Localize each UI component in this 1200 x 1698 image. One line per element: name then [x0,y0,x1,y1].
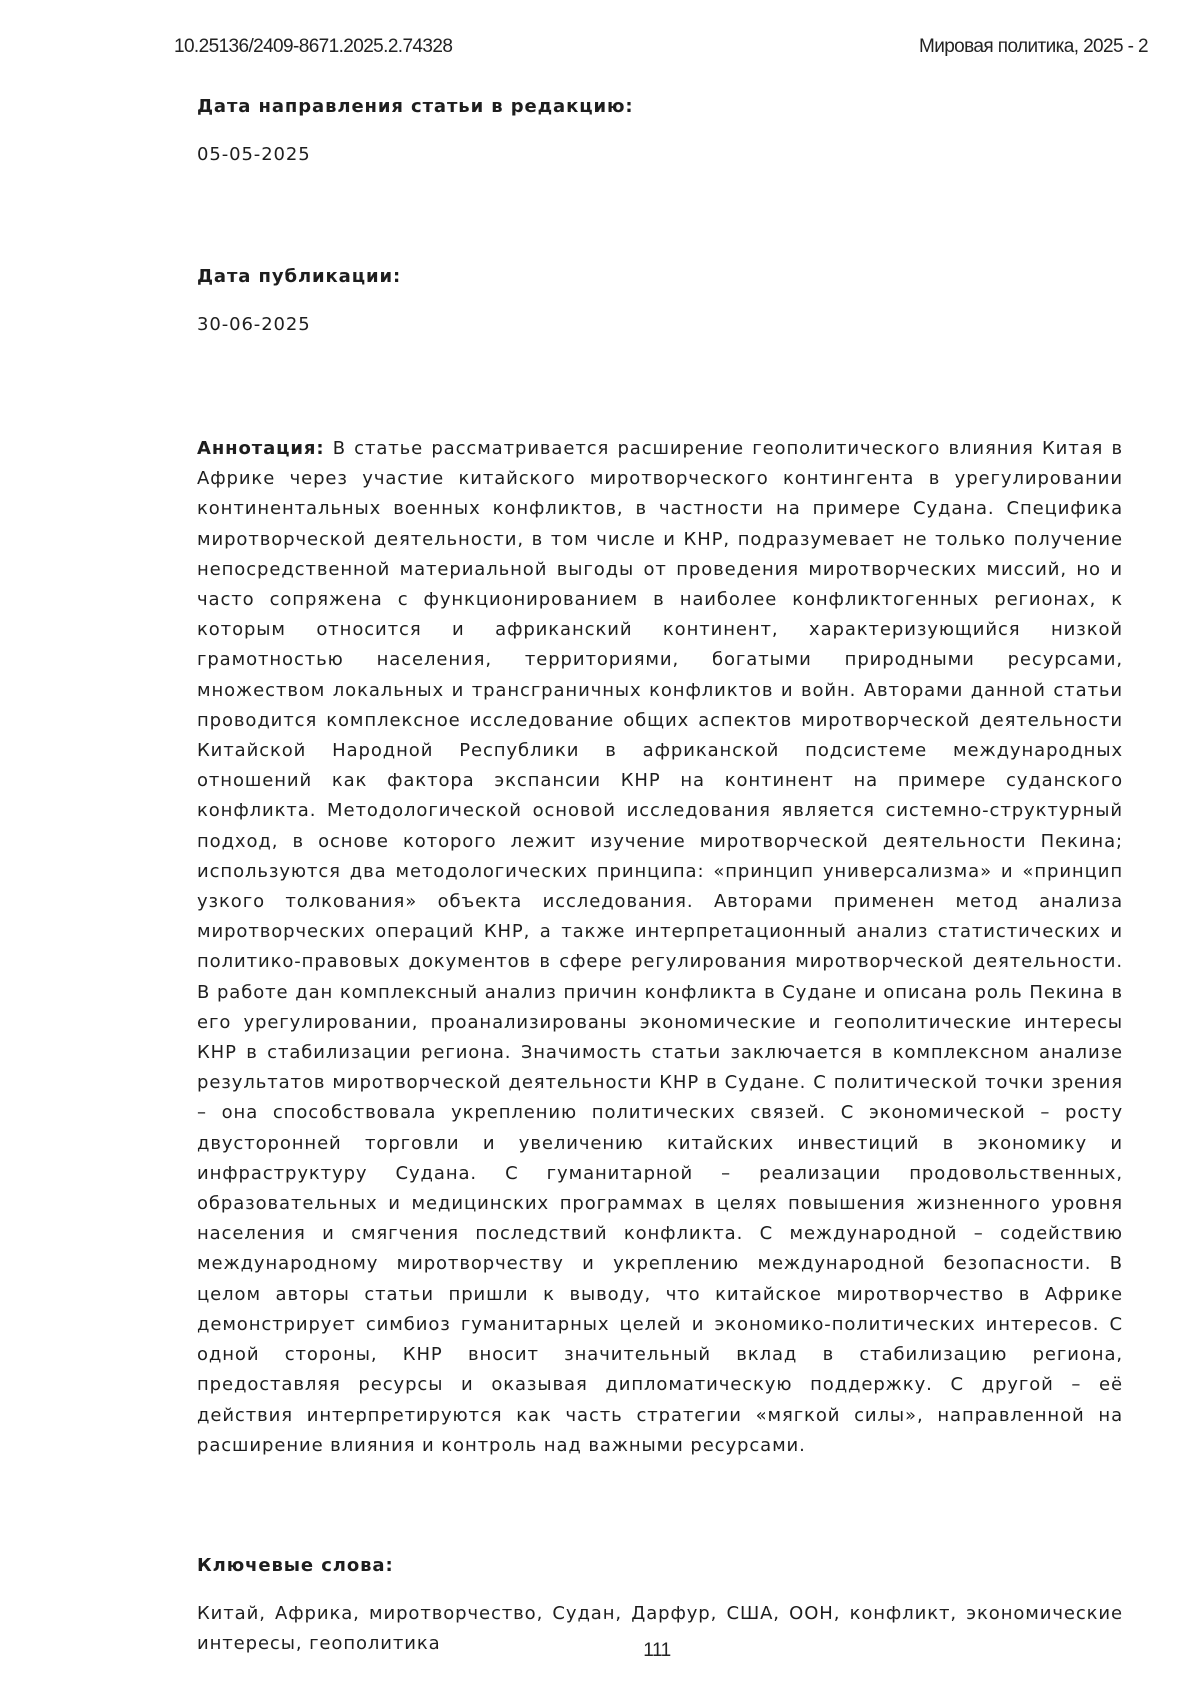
journal-header: Мировая политика, 2025 - 2 [918,36,1148,57]
submission-date-value: 05-05-2025 [197,144,311,165]
abstract-text: В статье рассматривается расширение геополитического влияния Китая в Африке через участие китайского миротворческого контингента в урегулировании континентальных военных конфликтов, в частности на примере Судана. Специфика миротворческой деятельности, в том числе и КНР, подразумевает не только получение непосредственной материальной выгоды от проведения миротворческих миссий, но и часто сопряжена с функционированием в наиболее конфликтогенных регионах, к которым относится и африканский континент, характеризующийся низкой грамотностью населения, территориями, богатыми природными ресурсами, множеством локальных и трансграничных конфликтов и войн. Авторами данной статьи проводится комплексное исследование общих аспектов миротворческой деятельности Китайской Народной Республики в африканской подсистеме международных отношений как фактора экспансии КНР на континент на примере суданского конфликта. Методологической основой исследования является системно-структурный подход, в основе которого лежит изучение миротворческой деятельности Пекина; используются два методологических принципа: «принцип универсализма» и «принцип узкого толкования» объекта исследования. Авторами применен метод анализа миротворческих операций КНР, а также интерпретационный анализ статистических и политико-правовых документов в сфере регулирования миротворческой деятельности. В работе дан комплексный анализ причин конфликта в Судане и описана роль Пекина в его урегулировании, проанализированы экономические и геополитические интересы КНР в стабилизации региона. Значимость статьи заключается в комплексном анализе результатов миротворческой деятельности КНР в Судане. С политической точки зрения – она способствовала укреплению политических связей. С экономической – росту двусторонней торговли и увеличению китайских инвестиций в экономику и инфраструктуру Судана. С гуманитарной – реализации продовольственных, образовательных и медицинских программах в целях повышения жизненного уровня населения и смягчения последствий конфликта. С международной – содействию международному миротворчеству и укреплению международной безопасности. В целом авторы статьи пришли к выводу, что китайское миротворчество в Африке демонстрирует симбиоз гуманитарных целей и экономико-политических интересов. С одной стороны, КНР вносит значительный вклад в стабилизацию региона, предоставляя ресурсы и оказывая дипломатическую поддержку. С другой – её действия интерпретируются как часть стратегии «мягкой силы», направленной на расширение влияния и контроль над важными ресурсами. [197,438,1123,1456]
abstract-paragraph [197,434,1123,1461]
keywords-label: Ключевые слова: [197,1554,394,1576]
publication-date-label: Дата публикации: [197,266,402,287]
abstract-label: Аннотация: [197,438,325,459]
publication-date-value: 30-06-2025 [197,314,311,335]
keywords-value: Китай, Африка, миротворчество, Судан, Дарфур, США, ООН, конфликт, экономические интересы, геополитика [197,1602,1123,1655]
article-metadata [197,94,1123,1660]
doi-header: 10.25136/2409-8671.2025.2.74328 [174,36,453,57]
page-number: 111 [643,1640,671,1661]
submission-date-label: Дата направления статьи в редакцию: [197,96,634,117]
